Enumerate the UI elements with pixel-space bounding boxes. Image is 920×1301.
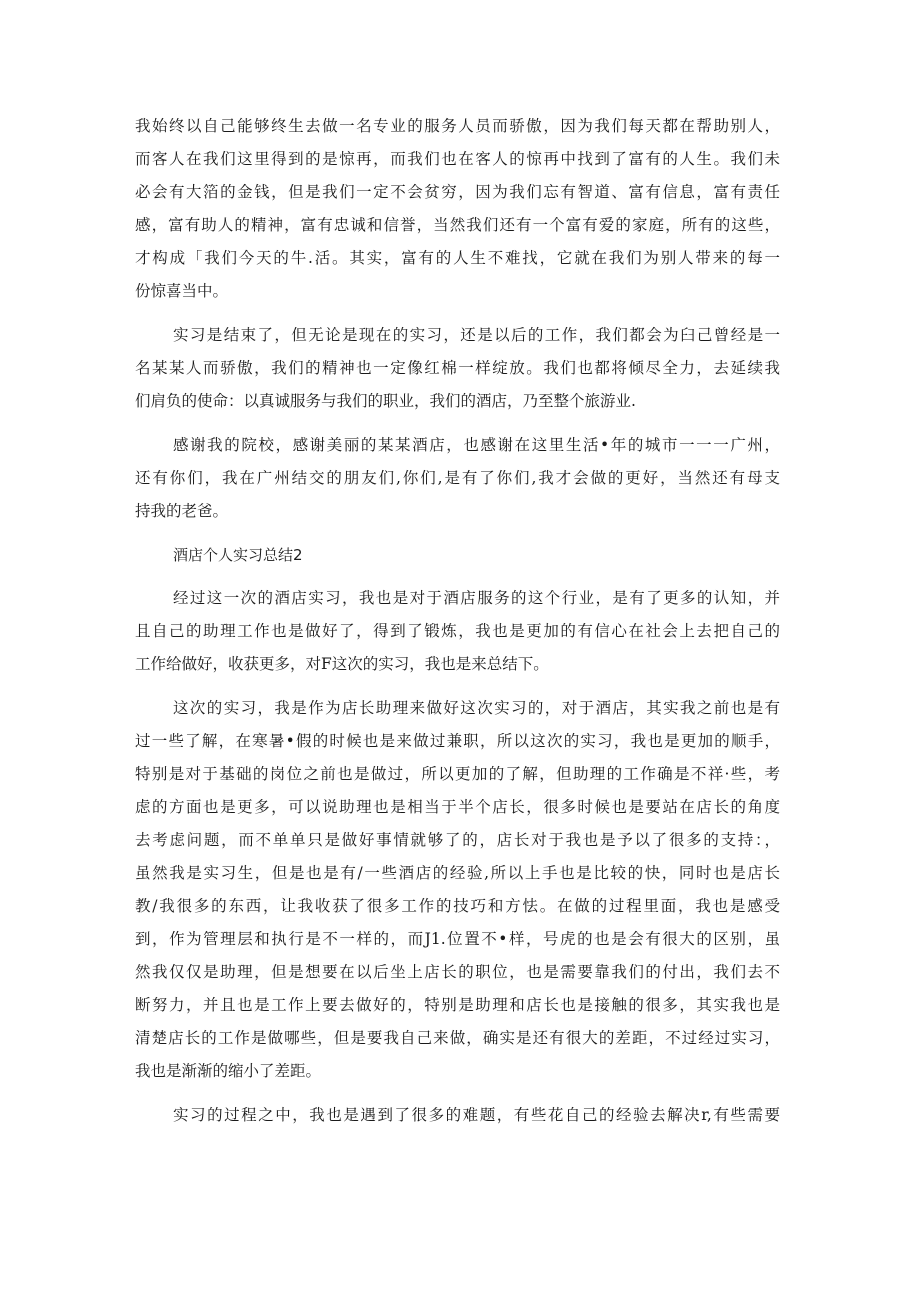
text-line: 这次的实习，我是作为店长助理来做好这次实习的，对于酒店，其实我之前也是有 (173, 699, 780, 717)
paragraph-1 (135, 110, 780, 308)
document-body (135, 110, 780, 1143)
paragraph-6 (135, 1099, 780, 1132)
paragraph-5 (135, 692, 780, 1088)
text-line: 断努力，并且也是工作上要去做好的，特别是助理和店长也是接触的很多，其实我也是 (135, 996, 780, 1014)
text-line: 而客人在我们这里得到的是惊再，而我们也在客人的惊再中找到了富有的人生。我们未 (135, 150, 780, 168)
text-line: 名某某人而骄傲，我们的精神也一定像红棉一样绽放。我们也都将倾尽全力，去延续我 (135, 359, 780, 377)
text-line: 还有你们，我在广州结交的朋友们,你们,是有了你们,我才会做的更好，当然还有母支 (135, 469, 780, 487)
text-line: 们肩负的使命：以真诚服务与我们的职业，我们的酒店，乃至整个旅游业. (135, 392, 636, 410)
text-line: 我始终以自己能够终生去做一名专业的服务人员而骄傲，因为我们每天都在帮助别人， (135, 117, 780, 135)
text-line: 感谢我的院校，感谢美丽的某某酒店，也感谢在这里生活•年的城市一一一广州， (173, 436, 780, 454)
text-line: 然我仅仅是助理，但是想要在以后坐上店长的职位，也是需要靠我们的付出，我们去不 (135, 963, 780, 981)
text-line: 虑的方面也是更多，可以说助理也是相当于半个店长，很多时候也是要站在店长的角度 (135, 798, 780, 816)
text-line: 到，作为管理层和执行是不一样的，而J1.位置不•样，号虎的也是会有很大的区别，虽 (135, 930, 780, 948)
text-line: 且自己的助理工作也是做好了，得到了锻炼，我也是更加的有信心在社会上去把自己的 (135, 622, 780, 640)
text-line: 持我的老爸。 (135, 502, 229, 520)
text-line: 教/我很多的东西，让我收获了很多工作的技巧和方怯。在做的过程里面，我也是感受 (135, 897, 780, 915)
paragraph-2 (135, 319, 780, 418)
text-line: 感，富有助人的精神，富有忠诚和信誉，当然我们还有一个富有爱的家庭，所有的这些， (135, 216, 780, 234)
section-heading: 酒店个人实习总结2 (173, 546, 303, 564)
text-line: 我也是渐渐的缩小了差距。 (135, 1062, 322, 1080)
text-line: 必会有大箔的金钱，但是我们一定不会贫穷，因为我们忘有智道、富有信息，富有责任 (135, 183, 780, 201)
text-line: 经过这一次的酒店实习，我也是对于酒店服务的这个行业，是有了更多的认知，并 (173, 589, 780, 607)
text-line: 去考虑问题，而不单单只是做好事情就够了的，店长对于我也是予以了很多的支持：， (135, 831, 780, 849)
text-line: 工作给做好，收获更多，对F这次的实习，我也是来总结下。 (135, 655, 549, 673)
text-line: 清楚店长的工作是做哪些，但是要我自己来做，确实是还有很大的差距，不过经过实习， (135, 1029, 780, 1047)
paragraph-4 (135, 582, 780, 681)
text-line: 份惊喜当中。 (135, 282, 229, 300)
text-line: 实习是结束了，但无论是现在的实习，还是以后的工作，我们都会为臼己曾经是一 (173, 326, 780, 344)
paragraph-3 (135, 429, 780, 528)
text-line: 过一些了解，在寒暑•假的时候也是来做过兼职，所以这次的实习，我也是更加的顺手， (135, 732, 780, 750)
text-line: 虽然我是实习生，但是也是有/一些酒店的经验,所以上手也是比较的快，同时也是店长 (135, 864, 780, 882)
text-line: 才构成「我们今天的牛.活。其实，富有的人生不难找，它就在我们为别人带来的每一 (135, 249, 780, 267)
text-line: 实习的过程之中，我也是遇到了很多的难题，有些花自己的经验去解决r,有些需要 (173, 1106, 780, 1124)
text-line: 特别是对于基础的岗位之前也是做过，所以更加的了解，但助理的工作确是不祥·些，考 (135, 765, 780, 783)
